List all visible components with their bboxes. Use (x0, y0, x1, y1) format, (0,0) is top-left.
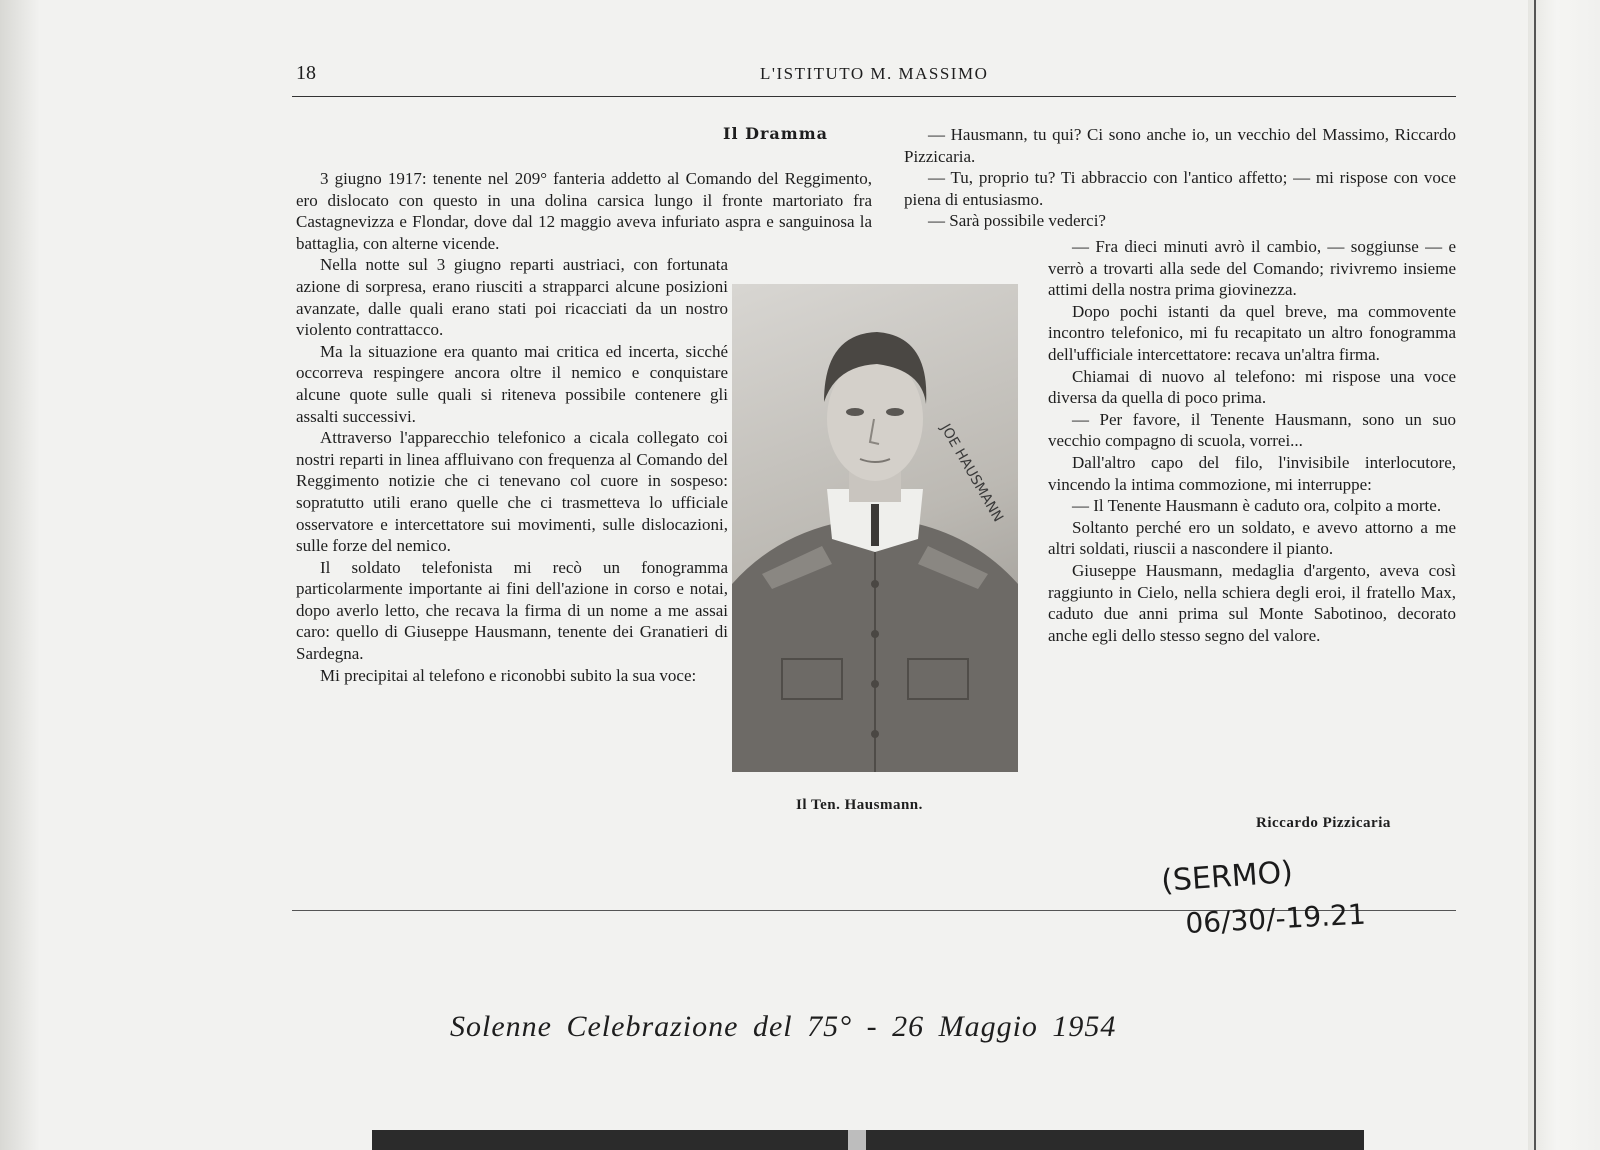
page-number: 18 (296, 62, 316, 84)
paragraph: — Tu, proprio tu? Ti abbraccio con l'antico affetto; — mi rispose con voce piena di entusiasmo. (904, 168, 1456, 209)
scan-left-margin (0, 0, 40, 1150)
photo-gap (848, 1130, 866, 1150)
handwritten-note (1150, 855, 1440, 950)
portrait-photo (732, 284, 1018, 772)
paragraph: — Sarà possibile vederci? (928, 211, 1106, 231)
celebration-title: Solenne Celebrazione del 75° - 26 Maggio 1954 (450, 1010, 1117, 1043)
paragraph: Nella notte sul 3 giugno reparti austriaci, con fortunata azione di sorpresa, erano riusciti a strapparci alcune posizioni avanzate, dalle quali erano stati poi ricacciati da un nostro violento contrattacco. (296, 255, 728, 340)
paragraph: — Hausmann, tu qui? Ci sono anche io, un vecchio del Massimo, Riccardo Pizzicaria. (904, 125, 1456, 166)
header-rule (292, 96, 1456, 97)
right-column-bottom (1048, 236, 1456, 646)
page-fold-line (1534, 0, 1536, 1150)
running-head: L'ISTITUTO M. MASSIMO (760, 64, 989, 83)
paragraph: Mi precipitai al telefono e riconobbi subito la sua voce: (320, 665, 697, 685)
paragraph: — Il Tenente Hausmann è caduto ora, colpito a morte. (1072, 496, 1442, 516)
paragraph: Dall'altro capo del filo, l'invisibile interlocutore, vincendo la intima commozione, mi interruppe: (1048, 452, 1456, 494)
right-column-top (904, 124, 1456, 232)
paragraph: Il soldato telefonista mi recò un fonogramma particolarmente importante ai fini dell'azione in corso e notai, dopo averlo letto, che recava la firma di un nome a me assai caro: quello di Giuseppe Hausmann, tenente dei Granatieri di Sardegna. (296, 557, 728, 664)
handwritten-name-on-photo: JOE HAUSMANN (937, 421, 1007, 525)
author-signature: Riccardo Pizzicaria (1256, 815, 1391, 831)
paragraph: Giuseppe Hausmann, medaglia d'argento, aveva così raggiunto in Cielo, nella schiera degli eroi, il fratello Max, caduto due anni prima sul Monte Sabotinoo, decorato anche egli dello stesso segno del valore. (1048, 560, 1456, 645)
paragraph: Ma la situazione era quanto mai critica ed incerta, sicché occorreva respingere ancora oltre il nemico e conquistare alcune quote sulle quali si riteneva possibile contenere gli assalti successivi. (296, 341, 728, 426)
paragraph: Chiamai di nuovo al telefono: mi rispose una voce diversa da quella di poco prima. (1048, 366, 1456, 408)
paragraph: — Per favore, il Tenente Hausmann, sono un suo vecchio compagno di scuola, vorrei... (1048, 409, 1456, 451)
photo-caption: Il Ten. Hausmann. (796, 797, 923, 813)
paragraph: Dopo pochi istanti da quel breve, ma commovente incontro telefonico, mi fu recapitato un altro fonogramma dell'ufficiale intercettatore: recava un'altra firma. (1048, 301, 1456, 364)
paragraph: — Fra dieci minuti avrò il cambio, — soggiunse — e verrò a trovarti alla sede del Comando; rivivremo insieme attimi della nostra prima giovinezza. (1048, 237, 1456, 300)
handwritten-note-line1: (SERMO) (1160, 855, 1294, 899)
bottom-photo-strip (372, 1130, 1364, 1150)
paragraph: 3 giugno 1917: tenente nel 209° fanteria addetto al Comando del Reggimento, ero dislocato con questo in una dolina carsica lungo il fronte martoriato fra Castagnevizza e Flondar, dove dal 12 maggio aveva infuriato aspra e sanguinosa la battaglia, con alterne vicende. (296, 169, 872, 253)
left-column (296, 168, 872, 686)
article-title: Il Dramma (722, 124, 828, 143)
paragraph: Attraverso l'apparecchio telefonico a cicala collegato coi nostri reparti in linea affluivano con frequenza al Comando del Reggimento notizie che ci tenevano col cuore in sospeso: sopratutto utili erano quelle che ci trasmetteva lo ufficiale osservatore e intercettatore sui movimenti, sulle dislocazioni, sulle forze del nemico. (296, 428, 728, 556)
paragraph: Soltanto perché ero un soldato, e avevo attorno a me altri soldati, riuscii a nascondere il pianto. (1048, 517, 1456, 559)
handwritten-note-line2: 06/30/-19.21 (1184, 897, 1367, 940)
scan-right-margin (1528, 0, 1600, 1150)
